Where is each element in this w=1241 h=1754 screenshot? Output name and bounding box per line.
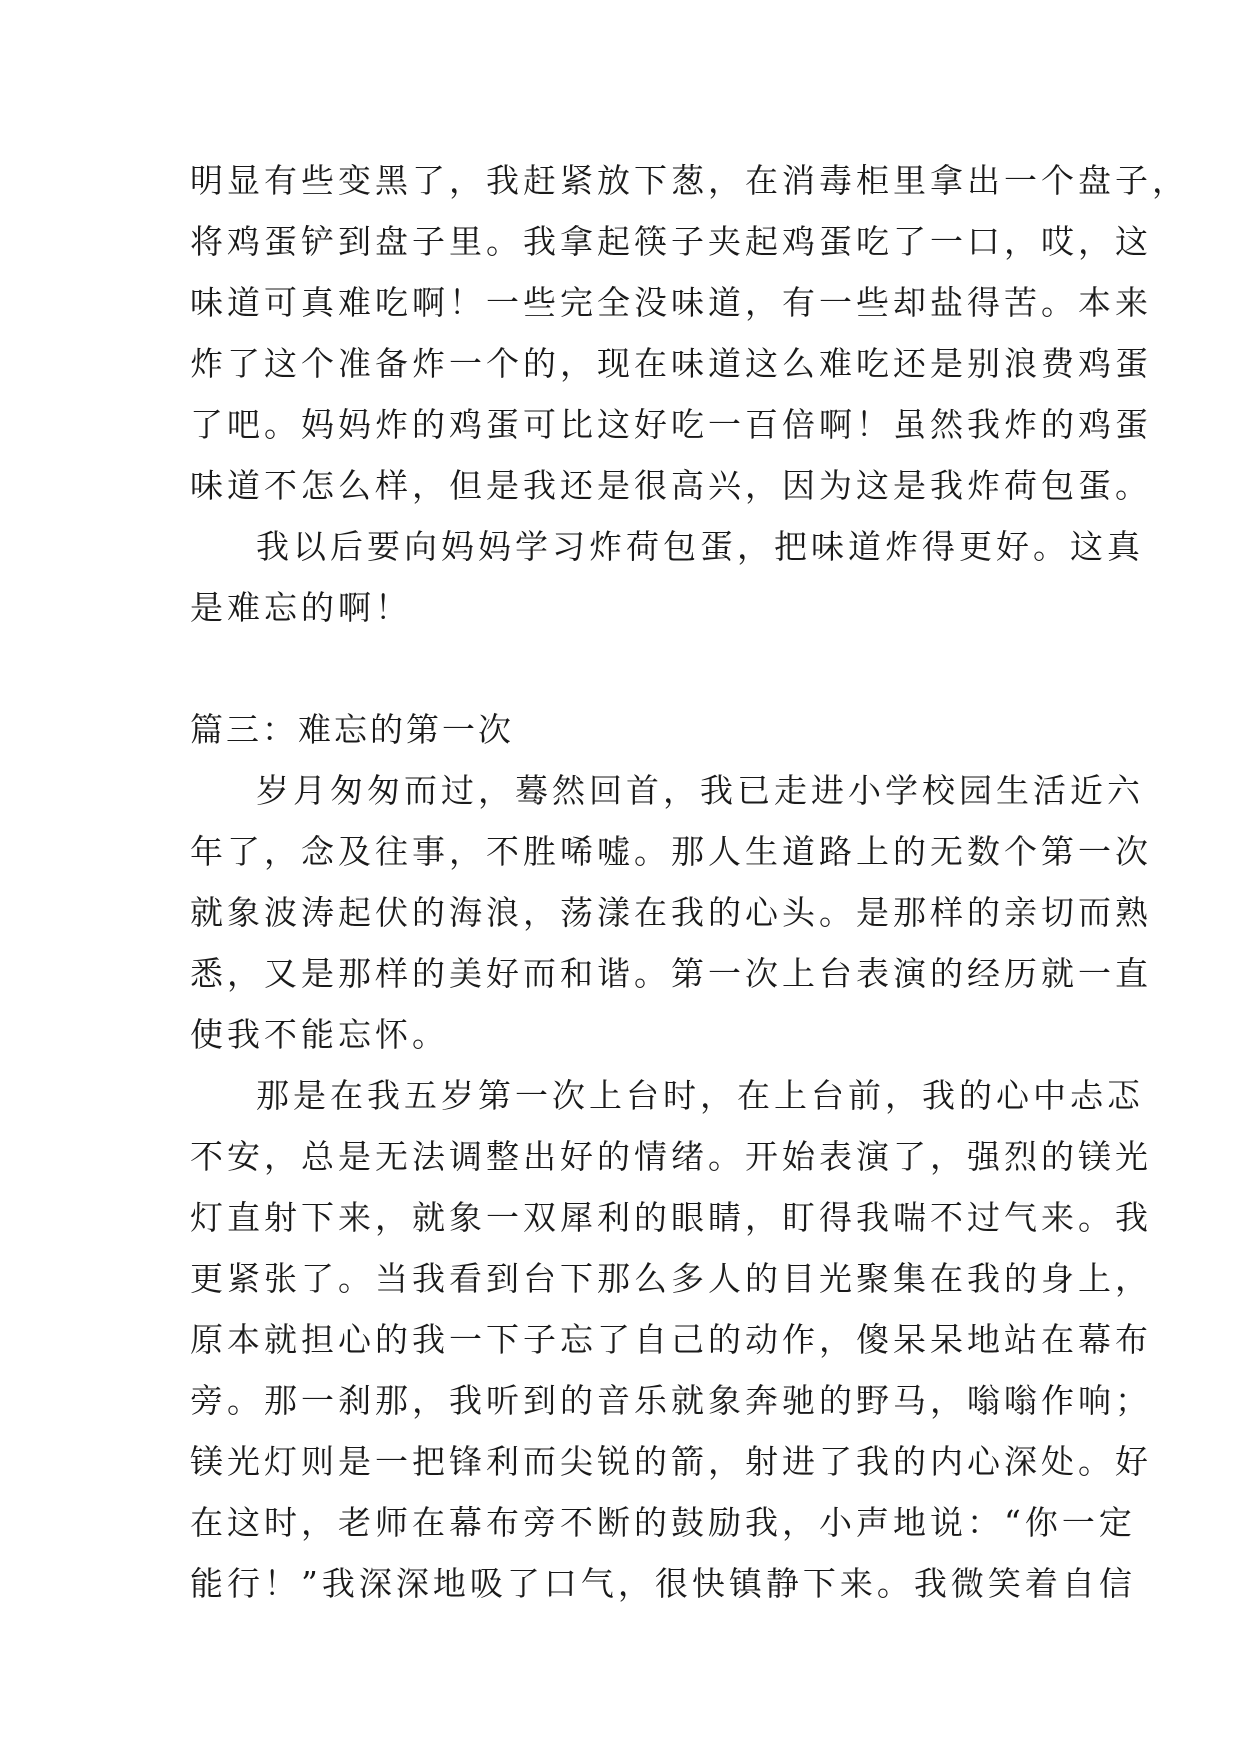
- text-line: 原本就担心的我一下子忘了自己的动作，傻呆呆地站在幕布: [190, 1320, 1152, 1359]
- text-line: 是难忘的啊！: [190, 588, 412, 627]
- paragraph-closing: [190, 516, 1144, 638]
- text-line: 岁月匆匆而过，蓦然回首，我已走进小学校园生活近六: [256, 771, 1144, 810]
- section-heading: 篇三：难忘的第一次: [190, 710, 514, 749]
- text-line: 镁光灯则是一把锋利而尖锐的箭，射进了我的内心深处。好: [190, 1442, 1152, 1481]
- text-line: 味道不怎么样，但是我还是很高兴，因为这是我炸荷包蛋。: [190, 466, 1152, 505]
- text-line: 旁。那一刹那，我听到的音乐就象奔驰的野马，嗡嗡作响；: [190, 1381, 1152, 1420]
- text-line: 能行！”我深深地吸了口气，很快镇静下来。我微笑着自信: [190, 1564, 1136, 1603]
- text-line: 将鸡蛋铲到盘子里。我拿起筷子夹起鸡蛋吃了一口，哎，这: [190, 222, 1152, 261]
- text-line: 炸了这个准备炸一个的，现在味道这么难吃还是别浪费鸡蛋: [190, 344, 1152, 383]
- text-line: 就象波涛起伏的海浪，荡漾在我的心头。是那样的亲切而熟: [190, 893, 1152, 932]
- text-line: 了吧。妈妈炸的鸡蛋可比这好吃一百倍啊！虽然我炸的鸡蛋: [190, 405, 1152, 444]
- paragraph-2: [190, 1065, 1152, 1614]
- text-line: 年了，念及往事，不胜唏嘘。那人生道路上的无数个第一次: [190, 832, 1152, 871]
- text-line: 更紧张了。当我看到台下那么多人的目光聚集在我的身上，: [190, 1259, 1152, 1298]
- text-line: 灯直射下来，就象一双犀利的眼睛，盯得我喘不过气来。我: [190, 1198, 1152, 1237]
- text-line: 不安，总是无法调整出好的情绪。开始表演了，强烈的镁光: [190, 1137, 1152, 1176]
- paragraph-1: [190, 760, 1152, 1065]
- document-body: [190, 150, 1189, 1614]
- text-line: 在这时，老师在幕布旁不断的鼓励我，小声地说：“你一定: [190, 1503, 1136, 1542]
- text-line: 使我不能忘怀。: [190, 1015, 449, 1054]
- text-line: 那是在我五岁第一次上台时，在上台前，我的心中忐忑: [256, 1076, 1144, 1115]
- text-line: 悉，又是那样的美好而和谐。第一次上台表演的经历就一直: [190, 954, 1152, 993]
- text-line: 明显有些变黑了，我赶紧放下葱，在消毒柜里拿出一个盘子，: [190, 161, 1189, 200]
- text-line: 味道可真难吃啊！一些完全没味道，有一些却盐得苦。本来: [190, 283, 1152, 322]
- text-line: 我以后要向妈妈学习炸荷包蛋，把味道炸得更好。这真: [256, 527, 1144, 566]
- section-spacer: [190, 638, 1070, 699]
- paragraph-prev-ending: [190, 150, 1189, 516]
